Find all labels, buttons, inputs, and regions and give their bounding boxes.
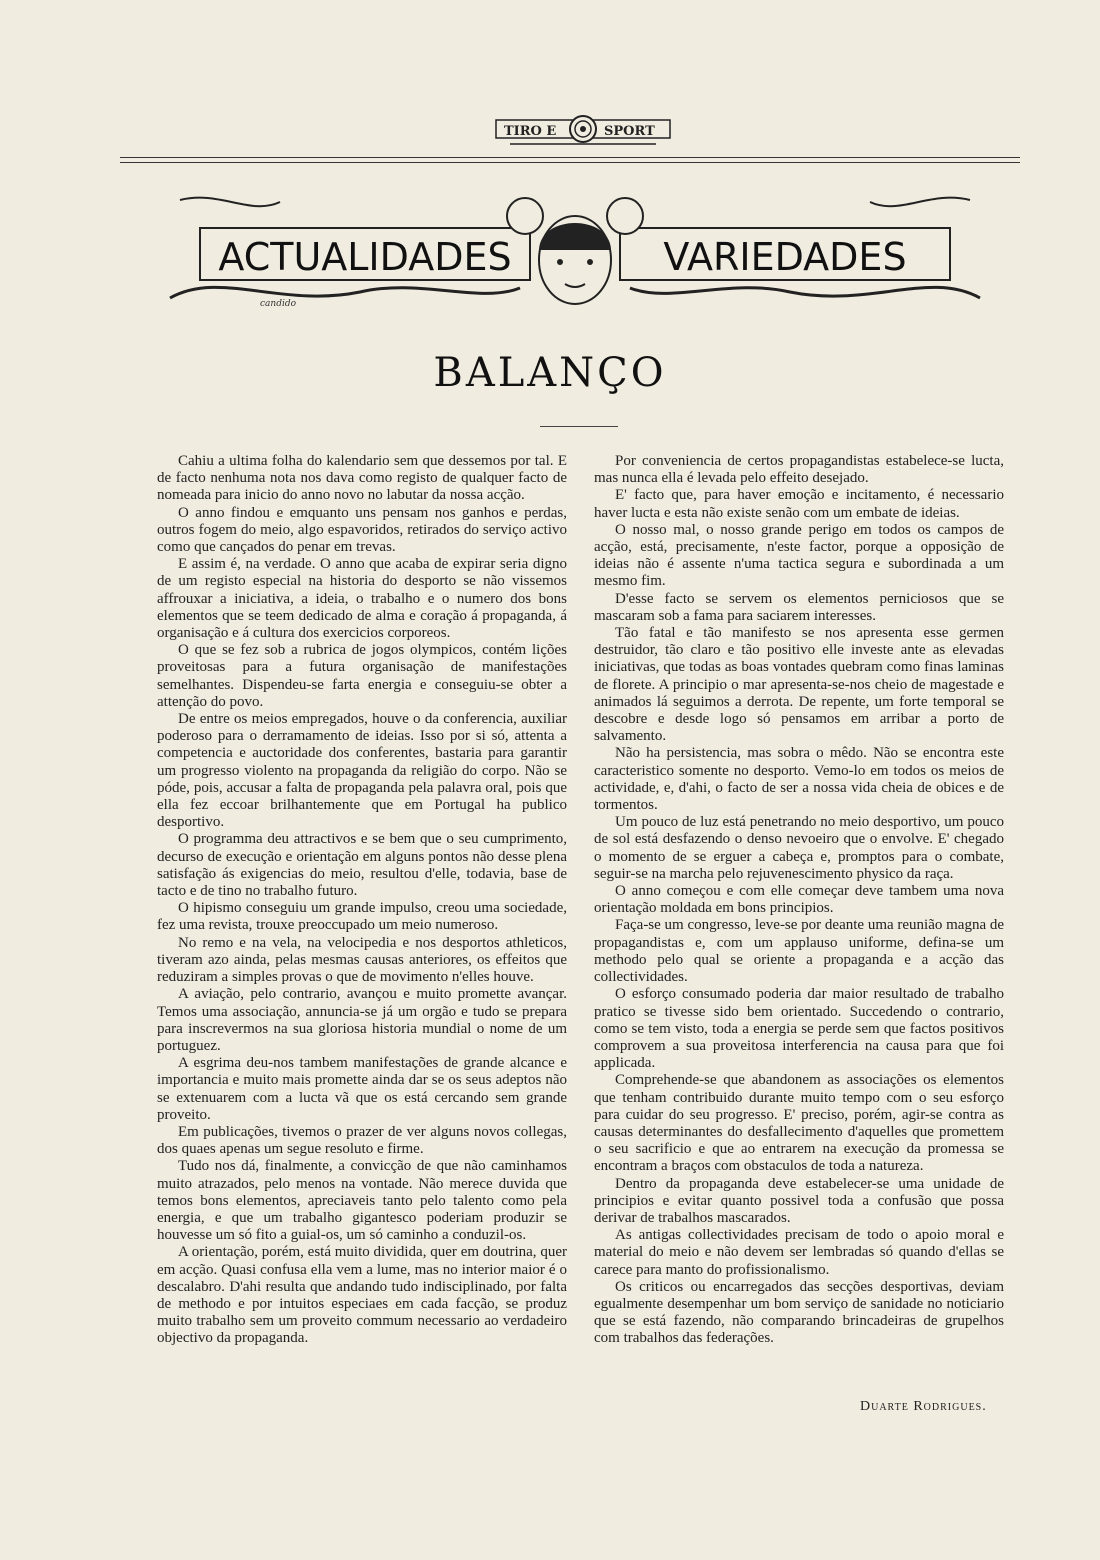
paragraph: O esforço consumado poderia dar maior resultado de trabalho pratico se tivesse sido bem orientado. Succedendo o contrario, como se tem visto, toda a energia se perde sem que factos positivos comprovem a sua proveitosa interferencia na causa para que foi applicada. (594, 986, 1004, 1072)
title-rule (540, 426, 618, 427)
paragraph: O anno começou e com elle começar deve tambem uma nova orientação moldada em bons principios. (594, 883, 1004, 917)
paragraph: D'esse facto se servem os elementos perniciosos que se mascaram sob a fama para saciarem interesses. (594, 590, 1004, 624)
paragraph: A esgrima deu-nos tambem manifestações de grande alcance e importancia e muito mais promette ainda dar se os seus adeptos não se extenuarem com a lucta vã que os está cercando sem grande proveito. (157, 1055, 567, 1123)
logo-text-right: SPORT (604, 124, 655, 139)
paragraph: Por conveniencia de certos propagandistas estabelece-se lucta, mas nunca ella é levada pelo effeito desejado. (594, 453, 1004, 487)
paragraph: Tão fatal e tão manifesto se nos apresenta esse germen destruidor, tão claro e tão positivo elle investe ante as elevadas iniciativas, que todas as boas vontades quebram como finas laminas de florete. A principio o mar apresenta-se-nos cheio de magestade e animados lá seguimos a derrota. De repente, um forte temporal se descobre e desde logo só pensamos em arribar a porto de salvamento. (594, 625, 1004, 745)
masthead-logo (490, 106, 676, 150)
paragraph: As antigas collectividades precisam de todo o apoio moral e material do meio e não devem ser lembradas só quando d'ellas se carece para manto do profissionalismo. (594, 1227, 1004, 1278)
paragraph: O anno findou e emquanto uns pensam nos ganhos e perdas, outros fogem do meio, algo espavoridos, retirados do serviço activo como que cançados do penar em trevas. (157, 504, 567, 556)
artist-signature: candido (260, 299, 297, 309)
header-rule (120, 157, 1020, 158)
article-title: BALANÇO (433, 350, 667, 396)
article-column-right (594, 453, 1004, 1348)
paragraph: Tudo nos dá, finalmente, a convicção de que não caminhamos muito atrazados, pelo menos na vontade. Não merece duvida que temos bons elementos, apreciaveis tanto pelo talento como pela energia, e que um trabalho gigantesco poderiam produzir se houvesse um só fito a guial-os, um só caminho a conduzil-os. (157, 1158, 567, 1244)
section-banner (160, 180, 990, 330)
paragraph: Um pouco de luz está penetrando no meio desportivo, um pouco de sol está desfazendo o denso nevoeiro que o envolve. E' chegado o momento de se erguer a cabeça e, promptos para o combate, seguir-se na marcha pelo rejuvenescimento physico da raça. (594, 814, 1004, 882)
author-signature: Duarte Rodrigues. (860, 1399, 987, 1414)
paragraph: Não ha persistencia, mas sobra o mêdo. Não se encontra este caracteristico somente no desporto. Vemo-lo em todos os meios de actividade, e, d'ahi, o facto de ser a nossa vida cheia de obices e de tormentos. (594, 745, 1004, 814)
paragraph: Os criticos ou encarregados das secções desportivas, deviam egualmente desempenhar um bom serviço de sanidade no noticiario que se está fazendo, não comparando brincadeiras de grupelhos com trabalhos das federações. (594, 1278, 1004, 1347)
paragraph: E' facto que, para haver emoção e incitamento, é necessario haver lucta e esta não existe senão com um embate de ideias. (594, 487, 1004, 521)
paragraph: Cahiu a ultima folha do kalendario sem que dessemos por tal. E de facto nenhuma nota nos dava como registo de qualquer facto de nomeada para inicio do anno novo no labutar da nossa acção. (157, 453, 567, 504)
banner-text-right: VARIEDADES (663, 235, 907, 279)
header-rule-secondary (120, 162, 1020, 163)
paragraph: A orientação, porém, está muito dividida, quer em doutrina, quer em acção. Quasi confusa ella vem a lume, mas no interior maior é o descalabro. D'ahi resulta que andando tudo indisciplinado, por falta de methodo e por intuitos especiaes em cada facção, se produz muito trabalho sem um proveito commum necessario ao verdadeiro objectivo da propaganda. (157, 1244, 567, 1347)
paragraph: Dentro da propaganda deve estabelecer-se uma unidade de principios e evitar quanto possivel toda a confusão que possa derivar de trabalhos mascarados. (594, 1175, 1004, 1226)
paragraph: O nosso mal, o nosso grande perigo em todos os campos de acção, está, precisamente, n'este factor, porque a opposição de ideias não é assente n'uma tactica segura e subordinada a um mesmo fim. (594, 521, 1004, 590)
paragraph: Em publicações, tivemos o prazer de ver alguns novos collegas, dos quaes apenas um segue resoluto e firme. (157, 1123, 567, 1158)
paragraph: De entre os meios empregados, houve o da conferencia, auxiliar poderoso para o derramamento de ideias. Isso por si só, attenta a competencia e auctoridade dos conferentes, bastaria para garantir um progresso violento na propaganda da religião do corpo. Não se póde, pois, accusar a falta de propaganda pela palavra oral, pois que ella fez eccoar brilhantemente que em Portugal ha publico desportivo. (157, 711, 567, 831)
paragraph: No remo e na vela, na velocipedia e nos desportos athleticos, tiveram azo ainda, pelas mesmas causas anteriores, os effeitos que reduziram a simples provas o que de movimento n'elles houve. (157, 934, 567, 986)
logo-text-left: TIRO E (504, 124, 557, 139)
paragraph: Faça-se um congresso, leve-se por deante uma reunião magna de propagandistas e, com um applauso uniforme, defina-se um methodo pelo qual se oriente a propaganda e a acção das collectividades. (594, 917, 1005, 986)
paragraph: O que se fez sob a rubrica de jogos olympicos, contém lições proveitosas para a futura organisação de manifestações semelhantes. Dispendeu-se farta energia e conseguiu-se obter a attenção do povo. (157, 642, 567, 710)
article-column-left (157, 453, 567, 1348)
banner-text-left: ACTUALIDADES (218, 235, 512, 279)
paragraph: O hipismo conseguiu um grande impulso, creou uma sociedade, fez uma revista, trouxe preoccupado um meio numeroso. (157, 900, 567, 934)
paragraph: O programma deu attractivos e se bem que o seu cumprimento, decurso de execução e orientação em alguns pontos não desse plena satisfação ás exigencias do meio, resultou d'elle, todavia, base de tacto e de tino no trabalho futuro. (157, 831, 567, 900)
paragraph: A aviação, pelo contrario, avançou e muito promette avançar. Temos uma associação, annuncia-se já um orgão e tudo se prepara para inscrevermos na sua gloriosa historia mundial o nome de um portuguez. (157, 986, 567, 1054)
paragraph: E assim é, na verdade. O anno que acaba de expirar seria digno de um registo especial na historia do desporto se não vissemos affrouxar a iniciativa, a ideia, o trabalho e o numero dos bons elementos que se teem dedicado de alma e coração á propaganda, á organisação e á cultura dos exercicios corporeos. (157, 556, 567, 642)
paragraph: Comprehende-se que abandonem as associações os elementos que tenham contribuido durante muito tempo com o seu esforço para cuidar do seu progresso. E' preciso, porém, agir-se contra as causas determinantes do desfallecimento d'aquelles que promettem o seu sacrificio e que ao entrarem na execução da promessa se encontram a braços com obstaculos de toda a natureza. (594, 1072, 1004, 1175)
